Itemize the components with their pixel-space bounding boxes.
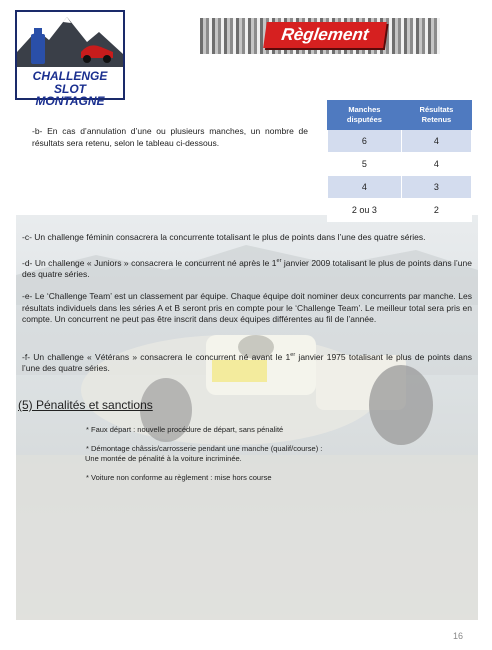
banner-title: Règlement [263,22,387,48]
paragraph-e: -e- Le ‘Challenge Team’ est un classement par équipe. Chaque équipe doit nominer deux concurrents par manche. Les résultats individuels dans les séries A et B seront pris en compte pour le ‘Challenge Team’. Le meilleur total sera pris en compte. Un concurrent ne peut pas être inscrit dans deux équipes différentes au fil de l’année. [22,291,472,324]
table-cell: 2 ou 3 [328,199,402,222]
superscript: er [290,352,296,358]
results-table [327,100,472,222]
mountain-logo-icon [17,12,123,67]
table-row [328,153,472,176]
table-header-cell: Manches disputées [328,101,402,130]
list-item: * Voiture non conforme au règlement : mise hors course [86,473,272,482]
table-cell: 2 [401,199,471,222]
table-cell: 5 [328,153,402,176]
paragraph-d-text: -d- Un challenge « Juniors » consacrera le concurrent né après le 1 [22,257,277,268]
superscript: er [276,258,282,264]
table-header-cell: Résultats Retenus [401,101,471,130]
paragraph-f-text-end: janvier 1975 totalisant le plus de points dans l’une des quatre séries. [22,351,472,374]
list-item-line: * Démontage châssis/carrosserie pendant une manche (qualif/course) : [86,444,323,453]
table-header-row [328,101,472,130]
list-item: * Faux départ : nouvelle procédure de départ, sans pénalité [86,425,284,434]
paragraph-d [22,256,472,281]
table-cell: 4 [401,130,471,153]
list-item [86,444,386,464]
table-cell: 4 [328,176,402,199]
paragraph-c: -c- Un challenge féminin consacrera la concurrente totalisant le plus de points dans l’une des quatre séries. [22,232,426,242]
logo-line1: CHALLENGE [32,69,108,83]
table-row [328,176,472,199]
list-item-line: Une montée de pénalité à la voiture incriminée. [85,454,242,463]
paragraph-b: -b- En cas d’annulation d’une ou plusieurs manches, un nombre de résultats sera retenu, selon le tableau ci-dessous. [32,126,308,148]
table-cell: 4 [401,153,471,176]
table-cell: 6 [328,130,402,153]
table-row [328,199,472,222]
paragraph-d-text-end: janvier 2009 totalisant le plus de points dans l’une des quatre séries. [22,257,472,280]
section-title: (5) Pénalités et sanctions [18,398,153,412]
paragraph-f-text: -f- Un challenge « Vétérans » consacrera le concurrent né avant le 1 [22,351,291,362]
page-number: 16 [453,631,464,641]
table-cell: 3 [401,176,471,199]
table-row [328,130,472,153]
penalties-list [86,425,386,492]
paragraph-f [22,350,472,375]
logo-line2: SLOT MONTAGNE [35,82,105,108]
challenge-logo [15,10,125,108]
